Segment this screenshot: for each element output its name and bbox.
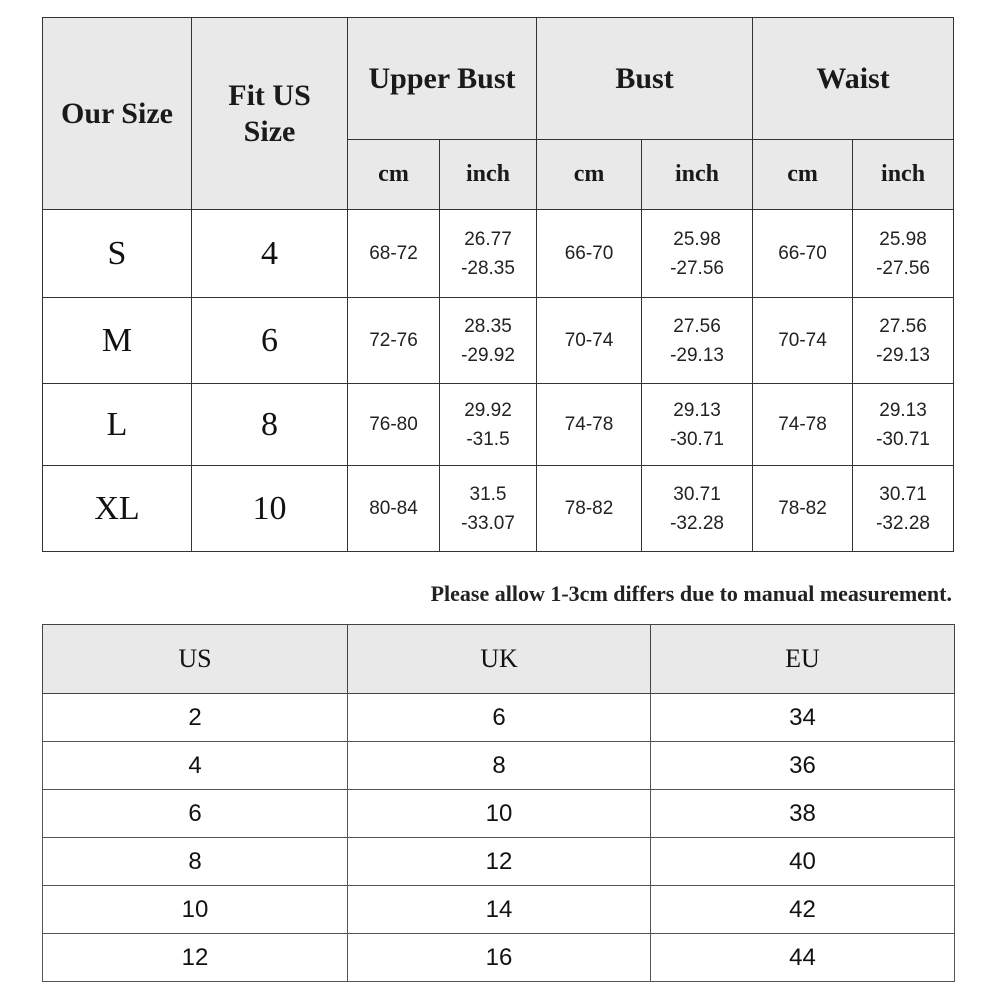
header-our-size: Our Size <box>43 18 192 210</box>
uk-value: 6 <box>348 694 651 742</box>
upper-bust-cm: 80-84 <box>348 466 440 552</box>
waist-cm: 74-78 <box>753 384 853 466</box>
bust-cm: 70-74 <box>537 298 642 384</box>
size-label: S <box>43 210 192 298</box>
conversion-row <box>43 742 955 790</box>
size-row <box>43 384 954 466</box>
header-bust: Bust <box>537 18 753 140</box>
header-unit: inch <box>440 140 537 210</box>
us-value: 12 <box>43 934 348 982</box>
header-upper-bust: Upper Bust <box>348 18 537 140</box>
size-chart-table <box>42 17 954 552</box>
bust-cm: 78-82 <box>537 466 642 552</box>
waist-inch: 27.56 -29.13 <box>853 298 954 384</box>
eu-value: 38 <box>651 790 955 838</box>
conversion-row <box>43 694 955 742</box>
size-label: M <box>43 298 192 384</box>
bust-cm: 66-70 <box>537 210 642 298</box>
upper-bust-inch: 26.77 -28.35 <box>440 210 537 298</box>
eu-value: 36 <box>651 742 955 790</box>
waist-cm: 78-82 <box>753 466 853 552</box>
upper-bust-inch: 29.92 -31.5 <box>440 384 537 466</box>
waist-cm: 70-74 <box>753 298 853 384</box>
upper-bust-cm: 72-76 <box>348 298 440 384</box>
size-row <box>43 298 954 384</box>
uk-value: 14 <box>348 886 651 934</box>
measurement-note: Please allow 1-3cm differs due to manual measurement. <box>430 581 952 606</box>
upper-bust-cm: 76-80 <box>348 384 440 466</box>
header-eu: EU <box>651 625 955 694</box>
size-label: XL <box>43 466 192 552</box>
waist-inch: 29.13 -30.71 <box>853 384 954 466</box>
size-conversion-table <box>42 624 955 982</box>
conversion-row <box>43 934 955 982</box>
uk-value: 12 <box>348 838 651 886</box>
header-us: US <box>43 625 348 694</box>
waist-inch: 30.71 -32.28 <box>853 466 954 552</box>
header-unit: inch <box>642 140 753 210</box>
header-unit: inch <box>853 140 954 210</box>
us-value: 8 <box>43 838 348 886</box>
header-unit: cm <box>753 140 853 210</box>
bust-cm: 74-78 <box>537 384 642 466</box>
waist-cm: 66-70 <box>753 210 853 298</box>
bust-inch: 29.13 -30.71 <box>642 384 753 466</box>
bust-inch: 27.56 -29.13 <box>642 298 753 384</box>
header-waist: Waist <box>753 18 954 140</box>
us-value: 6 <box>43 790 348 838</box>
uk-value: 16 <box>348 934 651 982</box>
bust-inch: 25.98 -27.56 <box>642 210 753 298</box>
us-value: 4 <box>43 742 348 790</box>
eu-value: 34 <box>651 694 955 742</box>
header-unit: cm <box>537 140 642 210</box>
conversion-row <box>43 886 955 934</box>
header-fit-us-line2: Size <box>243 114 296 148</box>
size-row <box>43 466 954 552</box>
uk-value: 8 <box>348 742 651 790</box>
header-fit-us-line1: Fit US <box>228 78 311 112</box>
us-size-value: 6 <box>192 298 348 384</box>
conversion-row <box>43 838 955 886</box>
us-size-value: 10 <box>192 466 348 552</box>
us-size-value: 4 <box>192 210 348 298</box>
size-row <box>43 210 954 298</box>
bust-inch: 30.71 -32.28 <box>642 466 753 552</box>
eu-value: 40 <box>651 838 955 886</box>
us-value: 2 <box>43 694 348 742</box>
size-label: L <box>43 384 192 466</box>
upper-bust-inch: 28.35 -29.92 <box>440 298 537 384</box>
uk-value: 10 <box>348 790 651 838</box>
header-unit: cm <box>348 140 440 210</box>
conversion-row <box>43 790 955 838</box>
waist-inch: 25.98 -27.56 <box>853 210 954 298</box>
header-uk: UK <box>348 625 651 694</box>
us-value: 10 <box>43 886 348 934</box>
eu-value: 44 <box>651 934 955 982</box>
us-size-value: 8 <box>192 384 348 466</box>
header-fit-us-size <box>192 18 348 210</box>
upper-bust-inch: 31.5 -33.07 <box>440 466 537 552</box>
upper-bust-cm: 68-72 <box>348 210 440 298</box>
eu-value: 42 <box>651 886 955 934</box>
